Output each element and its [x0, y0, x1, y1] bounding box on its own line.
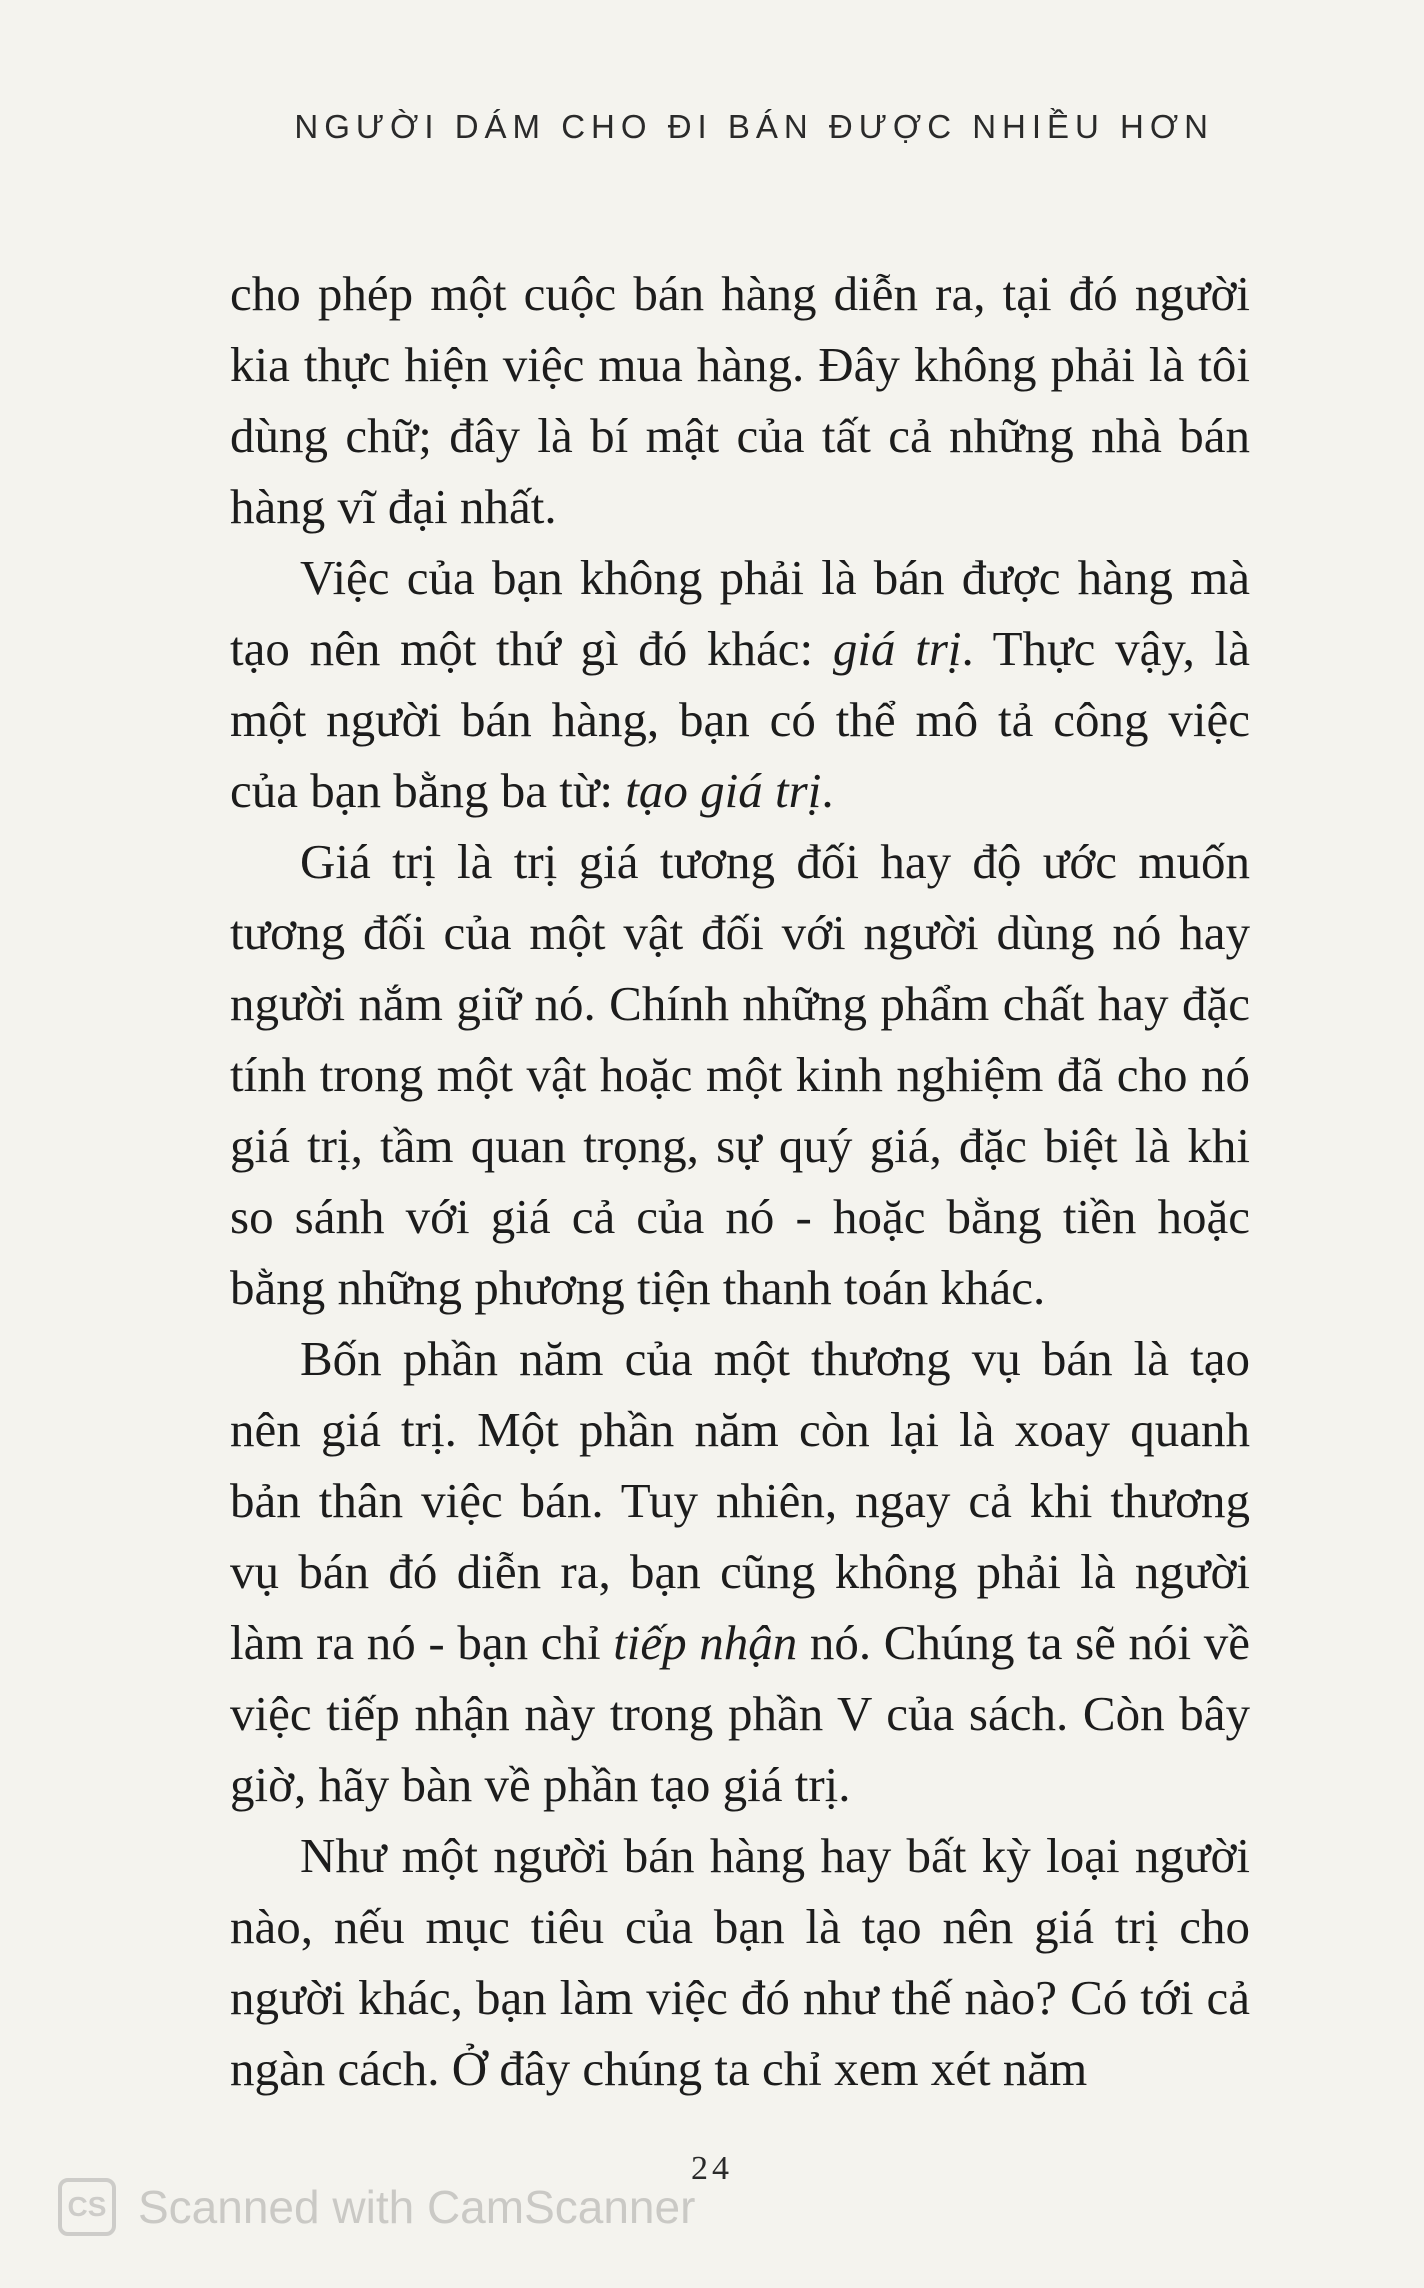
paragraph-4-text-c: nó. Chúng ta sẽ nói về việc tiếp nhận này trong phần V của sách. Còn bây giờ, hãy bàn về phần tạo giá trị. — [230, 1615, 1250, 1812]
italic-tiep-nhan: tiếp nhận — [613, 1615, 798, 1670]
paragraph-2-text-a: Việc của bạn không phải là bán được hàng mà tạo nên một thứ gì đó khác: — [230, 550, 1250, 676]
camscanner-watermark — [58, 2178, 695, 2236]
paragraph-5-text: Như một người bán hàng hay bất kỳ loại người nào, nếu mục tiêu của bạn là tạo nên giá trị cho người khác, bạn làm việc đó như thế nào? Có tới cả ngàn cách. Ở đây chúng ta chỉ xem xét năm — [230, 1828, 1250, 2096]
paragraph-4-text-a: Bốn phần năm của một thương vụ bán là tạo nên giá trị. Một phần năm còn lại là xoay quanh bản thân việc bán. Tuy nhiên, ngay cả khi thương vụ bán đó diễn ra, bạn cũng không phải là người làm ra nó - bạn chỉ — [230, 1331, 1250, 1670]
paragraph-1 — [230, 258, 1250, 542]
paragraph-1-text: cho phép một cuộc bán hàng diễn ra, tại đó người kia thực hiện việc mua hàng. Đây không phải là tôi dùng chữ; đây là bí mật của tất cả những nhà bán hàng vĩ đại nhất. — [230, 266, 1250, 534]
paragraph-5 — [230, 1820, 1250, 2104]
paragraph-2-text-c: . Thực vậy, là một người bán hàng, bạn có thể mô tả công việc của bạn bằng ba từ: — [230, 621, 1251, 818]
italic-gia-tri: giá trị — [832, 621, 962, 676]
paragraph-2-text-e: . — [821, 763, 834, 818]
italic-tao-gia-tri: tạo giá trị — [625, 763, 822, 818]
paragraph-4 — [230, 1323, 1250, 1820]
paragraph-2 — [230, 542, 1250, 826]
paragraph-3 — [230, 826, 1250, 1323]
body-text — [230, 258, 1250, 2104]
watermark-text: Scanned with CamScanner — [138, 2181, 696, 2233]
page-number: 24 — [691, 2150, 733, 2187]
camscanner-logo-icon: CS — [58, 2178, 116, 2236]
paragraph-3-text: Giá trị là trị giá tương đối hay độ ước muốn tương đối của một vật đối với người dùng nó hay người nắm giữ nó. Chính những phẩm chất hay đặc tính trong một vật hoặc một kinh nghiệm đã cho nó giá trị, tầm quan trọng, sự quý giá, đặc biệt là khi so sánh với giá cả của nó - hoặc bằng tiền hoặc bằng những phương tiện thanh toán khác. — [230, 834, 1250, 1315]
running-head: NGƯỜI DÁM CHO ĐI BÁN ĐƯỢC NHIỀU HƠN — [294, 108, 1214, 145]
